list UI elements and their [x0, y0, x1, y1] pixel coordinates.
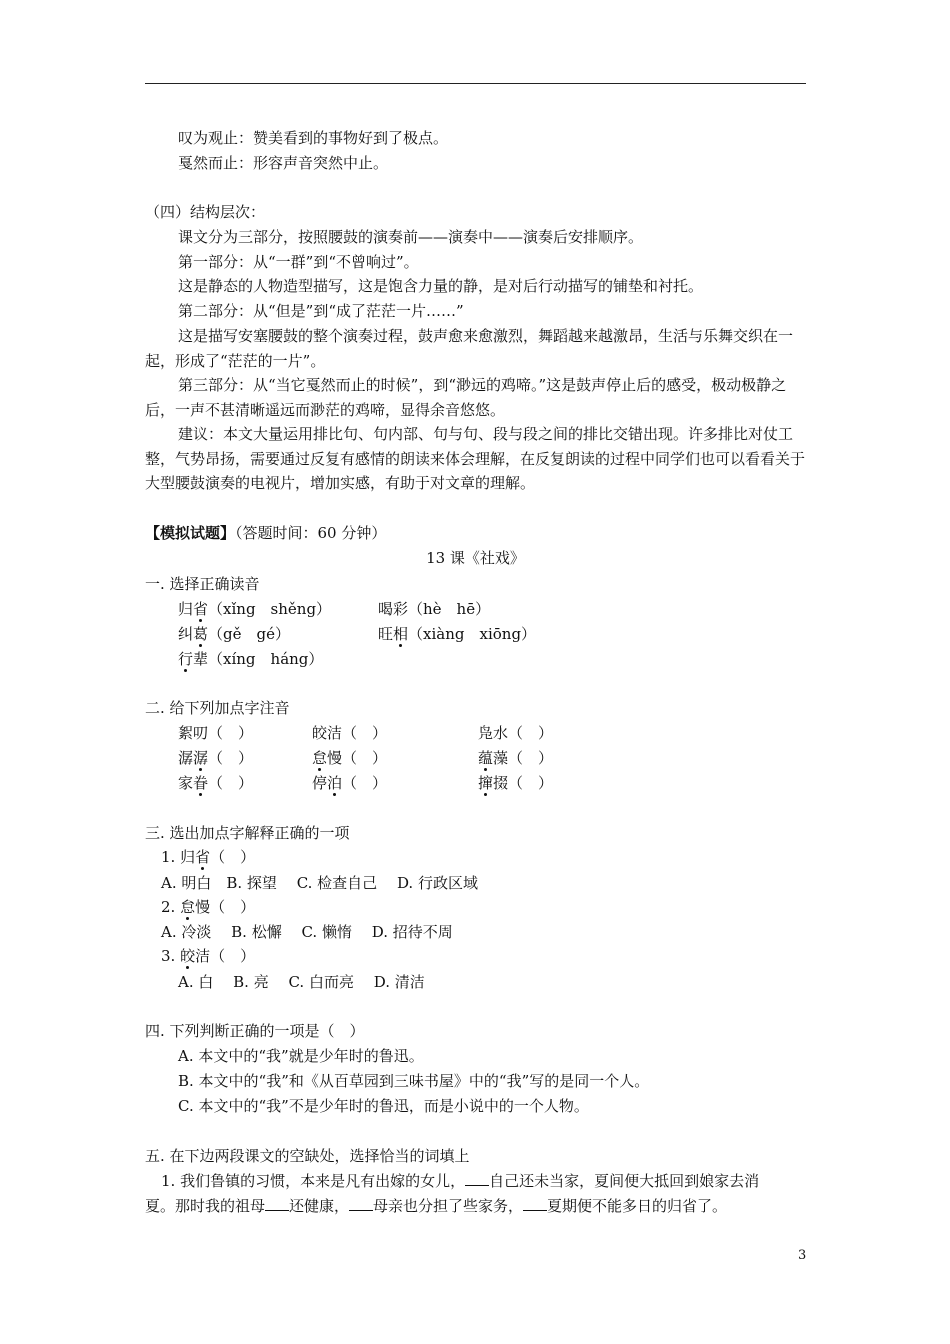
structure-p5: 这是描写安塞腰鼓的整个演奏过程，鼓声愈来愈激烈，舞蹈越来越激昂，生活与乐舞交织在一起，形成了“茫茫的一片”。: [145, 327, 794, 370]
structure-heading: （四）结构层次：: [145, 203, 266, 221]
q1-item-3: 纠葛（gě gé）: [178, 625, 290, 643]
q2-heading: 二. 给下列加点字注音: [145, 699, 290, 717]
q3-options-3: A. 白 B. 亮 C. 白而亮 D. 清洁: [178, 973, 425, 991]
q1-heading: 一. 选择正确读音: [145, 575, 260, 593]
fill-blank[interactable]: [523, 1196, 547, 1211]
lesson-title: 13 课《社戏》: [426, 549, 525, 567]
q3-stem-1: 1. 归省（ ）: [161, 848, 256, 866]
q2-item-3: 凫水（ ）: [478, 724, 554, 742]
fill-blank[interactable]: [265, 1196, 289, 1211]
exam-time: （答题时间：60 分钟）: [235, 524, 387, 542]
exam-title-line: [145, 522, 386, 544]
structure-p6: 第三部分：从“当它戛然而止的时候”，到“渺远的鸡啼。”这是鼓声停止后的感受，极动极静之后，一声不甚清晰遥远而渺茫的鸡啼，显得余音悠悠。: [145, 376, 787, 419]
header-rule: [145, 83, 806, 84]
fill-blank[interactable]: [465, 1171, 489, 1186]
structure-p4: 第二部分：从“但是”到“成了茫茫一片……”: [178, 302, 464, 320]
intro-line-2: 戛然而止：形容声音突然中止。: [178, 154, 389, 172]
q1-item-2: 喝彩（hè hē）: [378, 600, 491, 618]
exam-title: 【模拟试题】: [145, 524, 236, 542]
q2-item-8: 停泊（ ）: [312, 774, 388, 792]
structure-p3: 这是静态的人物造型描写，这是饱含力量的静，是对后行动描写的铺垫和衬托。: [178, 277, 704, 295]
q1-item-5: 行辈（xíng háng）: [178, 650, 324, 668]
q3-options-2: A. 冷淡 B. 松懈 C. 懒惰 D. 招待不周: [161, 923, 453, 941]
q2-item-9: 撺掇（ ）: [478, 774, 554, 792]
q4-option-c: C. 本文中的“我”不是少年时的鲁迅，而是小说中的一个人物。: [178, 1097, 589, 1115]
q2-item-4: 潺潺（ ）: [178, 749, 254, 767]
q2-item-6: 蕴藻（ ）: [478, 749, 554, 767]
structure-p2: 第一部分：从“一群”到“不曾响过”。: [178, 253, 419, 271]
q3-stem-3: 3. 皎洁（ ）: [161, 947, 256, 965]
q5-line-2: 夏。那时我的祖母 还健康， 母亲也分担了些家务， 夏期便不能多日的归省了。: [145, 1197, 728, 1215]
q1-item-4: 旺相（xiàng xiōng）: [378, 625, 537, 643]
q2-item-2: 皎洁（ ）: [312, 724, 388, 742]
q2-items: [145, 722, 806, 802]
q2-item-7: 家眷（ ）: [178, 774, 254, 792]
q4-option-a: A. 本文中的“我”就是少年时的鲁迅。: [178, 1047, 424, 1065]
q3-stem-2: 2. 怠慢（ ）: [161, 898, 256, 916]
q4-heading: 四. 下列判断正确的一项是（ ）: [145, 1022, 365, 1040]
page-number: 3: [798, 1248, 807, 1263]
q3-options-1: A. 明白 B. 探望 C. 检查自己 D. 行政区域: [161, 874, 478, 892]
q1-item-1: 归省（xǐng shěng）: [178, 600, 332, 618]
q3-heading: 三. 选出加点字解释正确的一项: [145, 824, 350, 842]
q1-items: [145, 598, 806, 678]
structure-p1: 课文分为三部分，按照腰鼓的演奏前——演奏中——演奏后安排顺序。: [178, 228, 644, 246]
q2-item-5: 怠慢（ ）: [312, 749, 388, 767]
structure-p7: 建议：本文大量运用排比句、句内部、句与句、段与段之间的排比交错出现。许多排比对仗工整，气势昂扬，需要通过反复有感情的朗读来体会理解，在反复朗读的过程中同学们也可以看看关于大型腰鼓演奏的电视片，增加实感，有助于对文章的理解。: [145, 425, 806, 492]
intro-line-1: 叹为观止：赞美看到的事物好到了极点。: [178, 129, 449, 147]
fill-blank[interactable]: [349, 1196, 373, 1211]
q5-line-1: 1. 我们鲁镇的习惯，本来是凡有出嫁的女儿， 自己还未当家，夏间便大抵回到娘家去消: [161, 1172, 760, 1190]
q4-option-b: B. 本文中的“我”和《从百草园到三味书屋》中的“我”写的是同一个人。: [178, 1072, 650, 1090]
q5-heading: 五. 在下边两段课文的空缺处，选择恰当的词填上: [145, 1147, 470, 1165]
q2-item-1: 絮叨（ ）: [178, 724, 254, 742]
